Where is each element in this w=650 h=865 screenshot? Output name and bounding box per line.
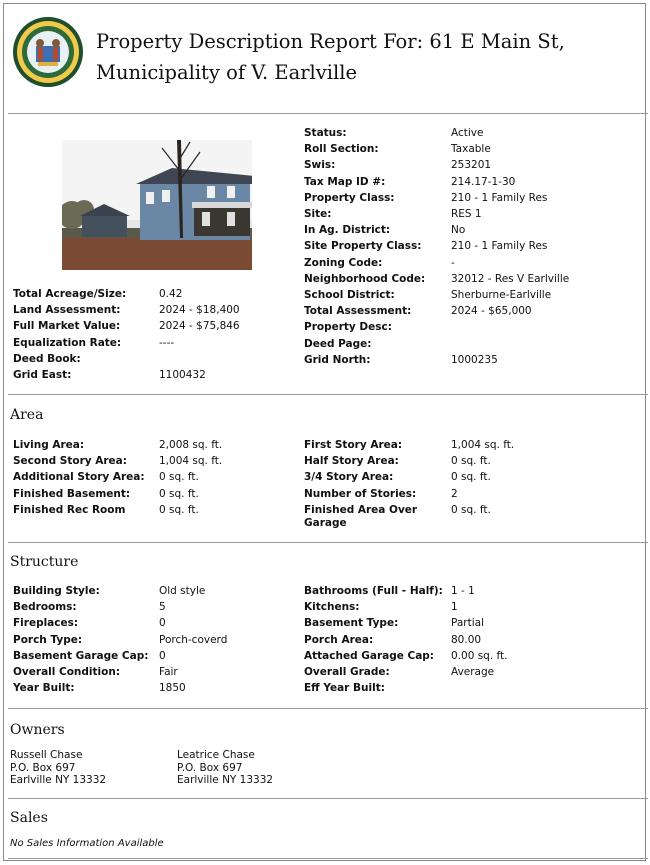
area-divider — [8, 394, 648, 395]
header-divider — [8, 113, 648, 114]
field-label: Status: — [304, 127, 347, 139]
field-label: Living Area: — [13, 439, 85, 451]
owner-address2: Earlville NY 13332 — [177, 774, 274, 786]
field-label: Porch Area: — [304, 633, 374, 646]
field-label: Finished Area Over — [304, 503, 418, 516]
field-value: 1850 — [159, 682, 186, 695]
field-value: 1000235 — [451, 353, 498, 366]
owner-name: Russell Chase — [10, 749, 83, 761]
title-line-1: Property Description Report For: 61 E Main St, — [96, 30, 565, 53]
field-value: No — [451, 224, 466, 237]
field-value: Old style — [159, 585, 206, 597]
owner-address1: P.O. Box 697 — [177, 761, 243, 774]
field-label: Half Story Area: — [304, 455, 399, 468]
area-section-title: Area — [10, 407, 44, 423]
field-label: Full Market Value: — [13, 320, 121, 333]
field-value: 2,008 sq. ft. — [159, 439, 223, 451]
field-value: Fair — [159, 666, 178, 678]
field-value: ---- — [159, 336, 175, 349]
field-value: 80.00 — [451, 633, 482, 646]
field-label: Finished Rec Room — [13, 503, 126, 516]
field-value: Partial — [451, 617, 484, 630]
field-value: Sherburne-Earlville — [451, 289, 552, 301]
field-label: Roll Section: — [304, 143, 379, 156]
field-value: 0 sq. ft. — [451, 455, 491, 468]
field-label: In Ag. District: — [304, 224, 391, 237]
owner-address2: Earlville NY 13332 — [10, 774, 107, 786]
owner-address1: P.O. Box 697 — [10, 761, 76, 774]
field-value: 0.42 — [159, 288, 183, 300]
structure-section-title: Structure — [10, 554, 79, 570]
field-value: 2 — [451, 487, 458, 500]
field-value: 0 sq. ft. — [159, 487, 199, 500]
sales-divider — [8, 798, 648, 799]
field-value: RES 1 — [451, 208, 482, 220]
field-label: Second Story Area: — [13, 455, 127, 468]
footer-divider — [8, 858, 648, 859]
field-label: Tax Map ID #: — [304, 175, 386, 188]
field-value: 0 — [159, 617, 166, 630]
field-value: 0 — [159, 649, 166, 662]
field-label: Equalization Rate: — [13, 336, 122, 349]
field-value: 2024 - $75,846 — [159, 320, 240, 333]
field-value: 2024 - $65,000 — [451, 305, 532, 318]
field-label: Attached Garage Cap: — [304, 649, 435, 662]
field-label: Grid North: — [304, 353, 371, 366]
owners-divider — [8, 708, 648, 709]
field-label: Porch Type: — [13, 633, 83, 646]
field-value: 210 - 1 Family Res — [451, 191, 548, 204]
field-value: 1 - 1 — [451, 585, 475, 597]
field-label: Finished Basement: — [13, 487, 131, 500]
field-label: Property Desc: — [304, 321, 392, 334]
field-label: Additional Story Area: — [13, 471, 145, 484]
field-value: 32012 - Res V Earlville — [451, 272, 570, 285]
field-value: Active — [451, 127, 484, 139]
field-label: Kitchens: — [304, 601, 360, 614]
field-value: 0 sq. ft. — [159, 471, 199, 484]
field-label: Overall Condition: — [13, 666, 121, 678]
field-value: 0 sq. ft. — [159, 503, 199, 516]
field-value: 0 sq. ft. — [451, 471, 491, 484]
owner-entry — [177, 749, 273, 787]
field-value: Porch-coverd — [159, 633, 228, 646]
field-label: Neighborhood Code: — [304, 272, 426, 285]
field-value: 1,004 sq. ft. — [451, 439, 515, 451]
field-value: 214.17-1-30 — [451, 175, 516, 188]
report-header — [10, 10, 640, 100]
field-value: 1100432 — [159, 369, 206, 381]
field-label: Number of Stories: — [304, 487, 417, 500]
field-label: Total Acreage/Size: — [13, 288, 127, 300]
owners-section-title: Owners — [10, 722, 65, 738]
field-label: Swis: — [304, 159, 336, 172]
field-value: 210 - 1 Family Res — [451, 240, 548, 253]
field-label: Zoning Code: — [304, 256, 383, 269]
field-label: Fireplaces: — [13, 617, 79, 630]
field-label: Building Style: — [13, 585, 100, 597]
field-value: Taxable — [451, 143, 491, 156]
field-label: Grid East: — [13, 369, 72, 381]
field-label: Deed Book: — [13, 352, 81, 365]
field-value: 253201 — [451, 159, 492, 172]
owner-entry — [10, 749, 106, 787]
field-label: Deed Page: — [304, 337, 372, 350]
field-label: Basement Type: — [304, 617, 399, 630]
sales-section-title: Sales — [10, 810, 48, 826]
field-label: Basement Garage Cap: — [13, 649, 149, 662]
field-label: Eff Year Built: — [304, 682, 385, 695]
field-label: Bathrooms (Full - Half): — [304, 585, 443, 597]
page-title — [96, 26, 565, 88]
field-label: Overall Grade: — [304, 666, 390, 678]
field-value: 1 — [451, 601, 458, 614]
field-label: Site Property Class: — [304, 240, 422, 253]
field-value: 5 — [159, 601, 166, 614]
field-label: 3/4 Story Area: — [304, 471, 394, 484]
field-label-continued: Garage — [304, 516, 347, 529]
field-label: Site: — [304, 208, 332, 220]
field-value: - — [451, 256, 455, 269]
field-label: Year Built: — [13, 682, 75, 695]
field-value: 0 sq. ft. — [451, 503, 491, 516]
structure-divider — [8, 542, 648, 543]
field-label: Property Class: — [304, 191, 395, 204]
field-value: 2024 - $18,400 — [159, 304, 240, 317]
field-label: First Story Area: — [304, 439, 403, 451]
field-label: School District: — [304, 289, 395, 301]
field-value: 1,004 sq. ft. — [159, 455, 223, 468]
field-label: Land Assessment: — [13, 304, 121, 317]
sales-message: No Sales Information Available — [10, 838, 164, 849]
field-label: Bedrooms: — [13, 601, 77, 614]
title-line-2: Municipality of V. Earlville — [96, 61, 358, 84]
field-value: 0.00 sq. ft. — [451, 649, 508, 662]
property-photo — [62, 140, 252, 270]
field-label: Total Assessment: — [304, 305, 412, 318]
field-value: Average — [451, 666, 495, 678]
county-seal-icon — [12, 16, 84, 88]
owner-name: Leatrice Chase — [177, 749, 255, 761]
